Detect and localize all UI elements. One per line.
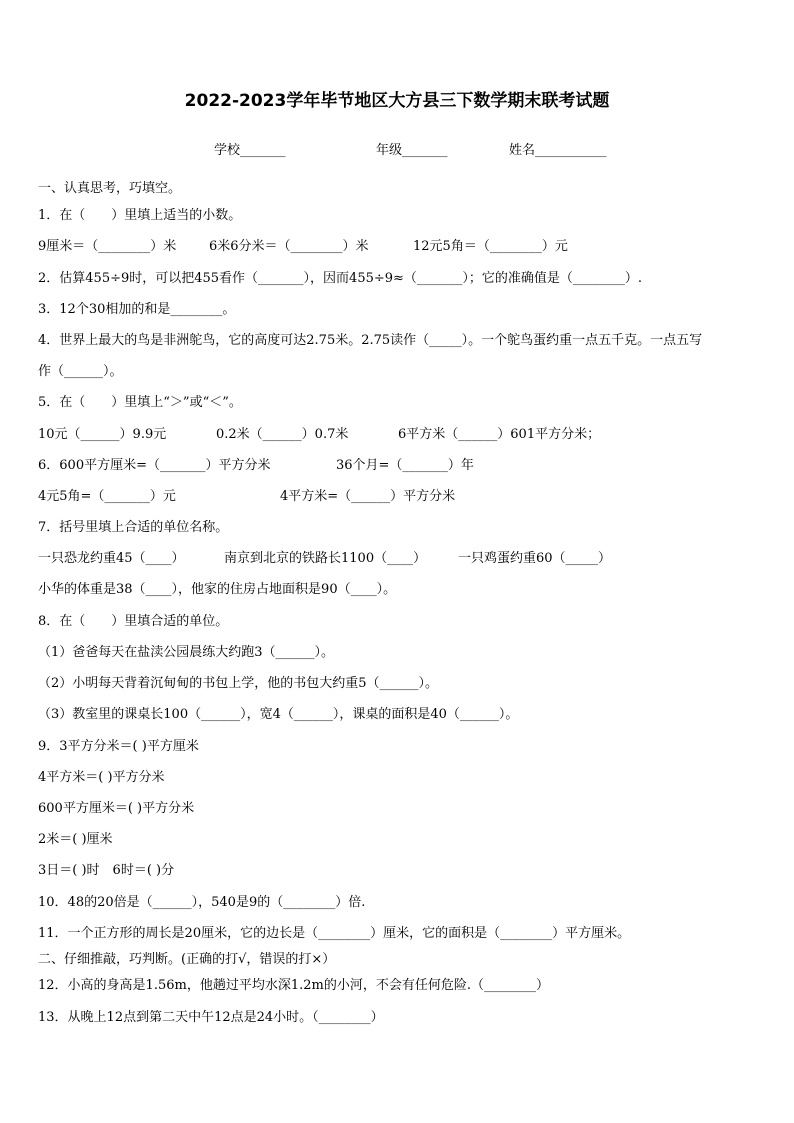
question-9-item-e[interactable]: 3日＝( )时 6时＝( )分 [38,863,175,878]
question-2[interactable]: 2．估算455÷9时，可以把455看作（_______），因而455÷9≈（_______）；它的准确值是（________）. [38,271,643,286]
question-1-stem: 1．在（ ）里填上适当的小数。 [38,208,242,223]
question-3[interactable]: 3．12个30相加的和是________。 [38,302,236,317]
question-1-items [38,239,758,255]
question-9-item-d[interactable]: 2米＝( )厘米 [38,832,113,847]
question-5-item-b[interactable]: 0.2米（______）0.7米 [216,427,349,442]
section-heading-1: 一、认真思考，巧填空。 [38,181,182,196]
question-9-item-a[interactable]: 9．3平方分米＝( )平方厘米 [38,739,199,754]
name-field[interactable]: 姓名___________ [509,143,607,158]
question-6-row-1 [38,458,758,474]
question-4-line-2[interactable]: 作（______）。 [38,364,123,379]
question-7-item-a[interactable]: 一只恐龙约重45（____） [38,551,185,566]
question-10[interactable]: 10．48的20倍是（______），540是9的（________）倍. [38,895,366,910]
question-8-item-2[interactable]: （2）小明每天背着沉甸甸的书包上学，他的书包大约重5（______）。 [38,676,439,691]
question-9-item-b[interactable]: 4平方米＝( )平方分米 [38,770,165,785]
page-title: 2022-2023学年毕节地区大方县三下数学期末联考试题 [184,91,610,111]
question-8-item-3[interactable]: （3）教室里的课桌长100（______），宽4（______），课桌的面积是40（______）。 [38,707,519,722]
question-7-stem: 7．括号里填上合适的单位名称。 [38,520,229,535]
question-9-item-c[interactable]: 600平方厘米＝( )平方分米 [38,801,195,816]
question-8-stem: 8．在（ ）里填合适的单位。 [38,614,229,629]
question-6-item-a[interactable]: 6．600平方厘米=（_______）平方分米 [38,458,271,473]
question-5-stem: 5．在（ ）里填上“＞”或“＜”。 [38,395,242,410]
question-13[interactable]: 13．从晚上12点到第二天中午12点是24小时。（________） [38,1010,384,1025]
question-6-item-b[interactable]: 36个月=（_______）年 [336,458,474,473]
question-5-items [38,427,758,443]
question-7-line-3[interactable]: 小华的体重是38（____），他家的住房占地面积是90（____）。 [38,582,397,597]
question-11[interactable]: 11．一个正方形的周长是20厘米，它的边长是（________）厘米，它的面积是（________）平方厘米。 [38,926,631,941]
question-1-item-c[interactable]: 12元5角＝（________）元 [413,239,568,254]
question-8-item-1[interactable]: （1）爸爸每天在盐渎公园晨练大约跑3（______）。 [38,645,335,660]
question-6-row-2 [38,489,758,505]
question-12[interactable]: 12．小高的身高是1.56m，他趟过平均水深1.2m的小河，不会有任何危险.（________） [38,978,549,993]
question-1-item-b[interactable]: 6米6分米＝（________）米 [209,239,369,254]
school-field[interactable]: 学校_______ [214,143,286,158]
question-5-item-a[interactable]: 10元（______）9.9元 [38,427,167,442]
question-5-item-c[interactable]: 6平方米（______）601平方分米； [398,427,601,442]
section-heading-2: 二、仔细推敲，巧判断。(正确的打√，错误的打×） [38,952,336,967]
question-7-item-b[interactable]: 南京到北京的铁路长1100（____） [224,551,427,566]
question-6-item-c[interactable]: 4元5角=（_______）元 [38,489,176,504]
question-7-item-c[interactable]: 一只鸡蛋约重60（_____） [458,551,612,566]
question-1-item-a[interactable]: 9厘米＝（________）米 [38,239,177,254]
question-4-line-1[interactable]: 4．世界上最大的鸟是非洲鸵鸟，它的高度可达2.75米。2.75读作（_____）。一个鸵鸟蛋约重一点五千克。一点五写 [38,333,703,348]
question-6-item-d[interactable]: 4平方米=（______）平方分米 [280,489,456,504]
grade-field[interactable]: 年级_______ [376,143,448,158]
question-7-items [38,551,758,567]
